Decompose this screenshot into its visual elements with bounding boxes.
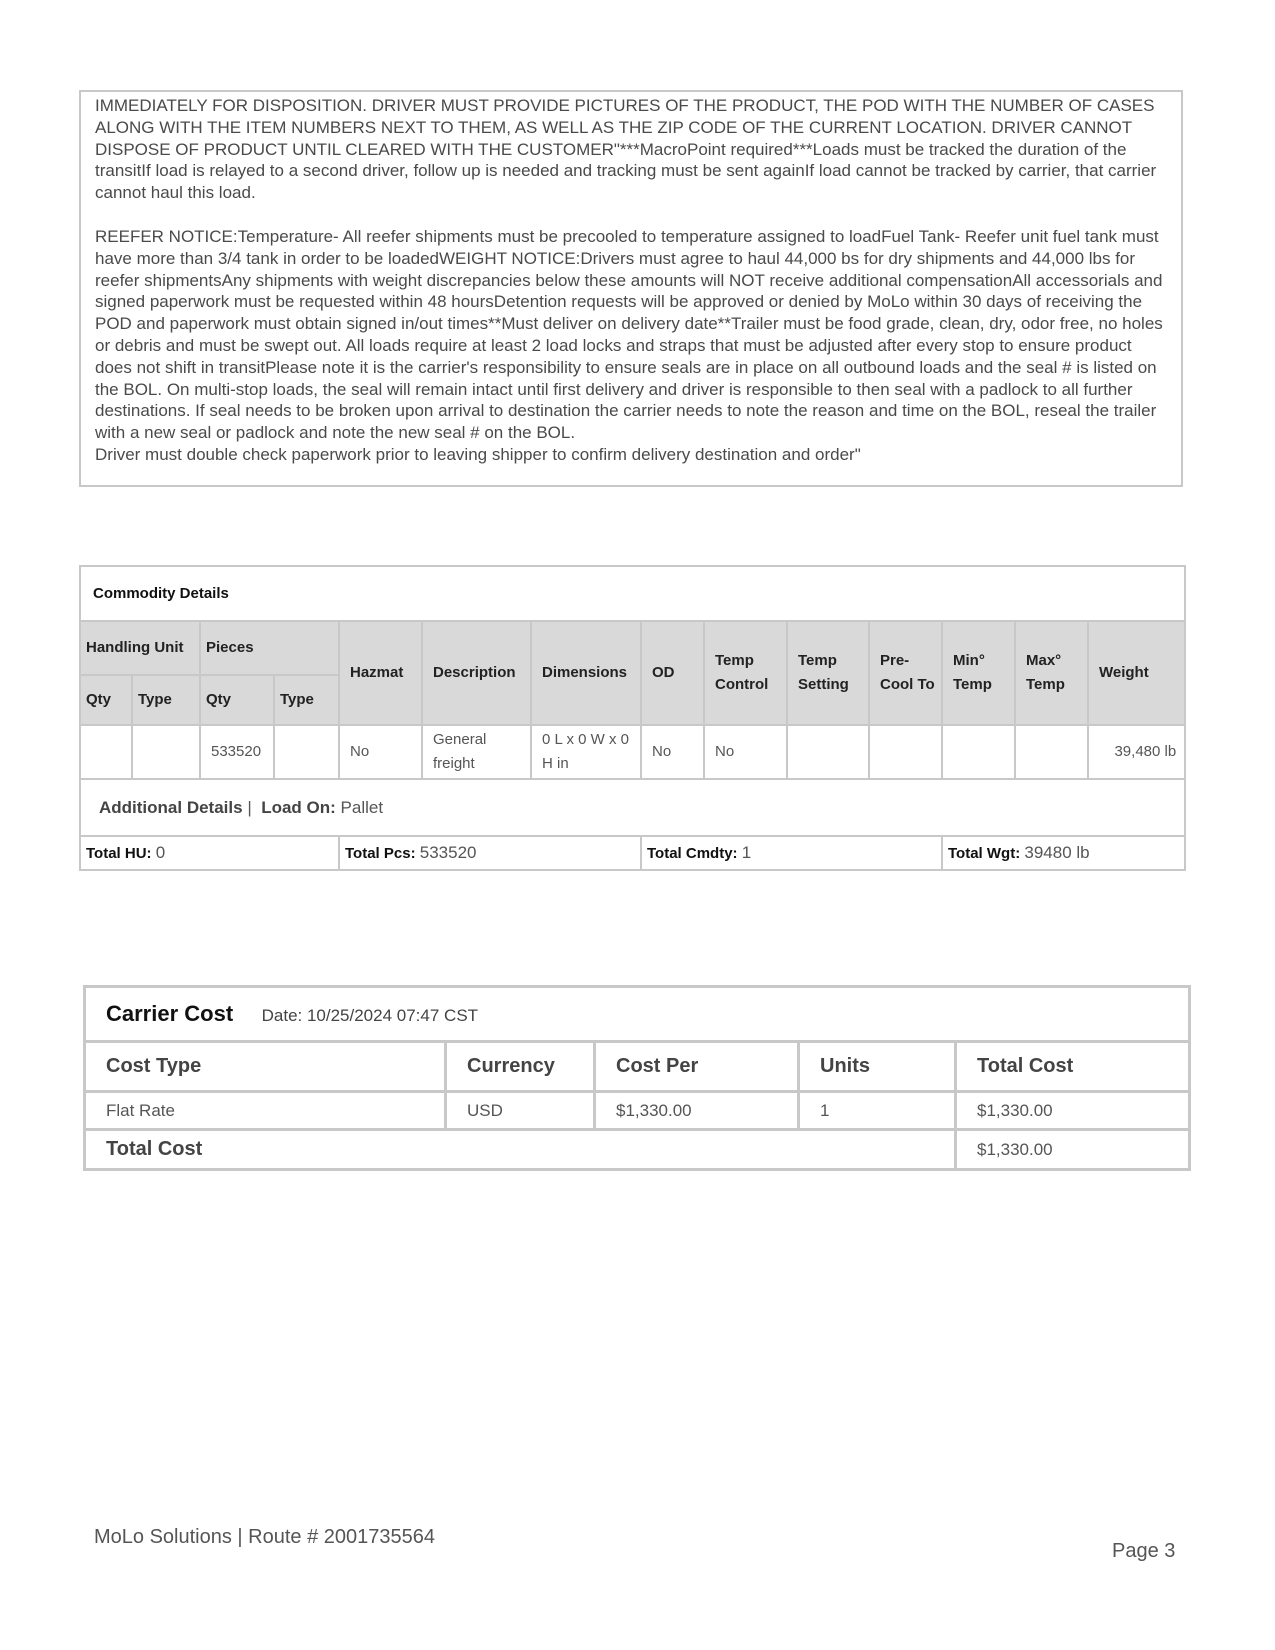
cell-weight: 39,480 lb: [1088, 725, 1185, 779]
total-cost-label: Total Cost: [85, 1130, 956, 1170]
total-pcs-value: 533520: [419, 843, 477, 862]
header-weight: Weight: [1088, 621, 1185, 725]
header-units: Units: [799, 1042, 956, 1092]
table-row: [80, 725, 1185, 779]
header-description: Description: [422, 621, 531, 725]
header-temp-setting: Temp Setting: [787, 621, 869, 725]
header-temp-control: Temp Control: [704, 621, 787, 725]
header-currency: Currency: [446, 1042, 595, 1092]
header-cost-per: Cost Per: [595, 1042, 799, 1092]
header-pre-cool-to: Pre-Cool To: [869, 621, 942, 725]
cell-pre-cool-to: [869, 725, 942, 779]
additional-details-separator: |: [247, 797, 252, 817]
header-hazmat: Hazmat: [339, 621, 422, 725]
header-total-cost: Total Cost: [956, 1042, 1190, 1092]
total-wgt: [942, 836, 1185, 870]
total-hu: [80, 836, 339, 870]
notes-paragraph-1: IMMEDIATELY FOR DISPOSITION. DRIVER MUST PROVIDE PICTURES OF THE PRODUCT, THE POD WITH THE NUMBER OF CASES ALONG WITH THE ITEM NUMBERS NEXT TO THEM, AS WELL AS THE ZIP CODE OF THE CURRENT LOCATION. DRIVER CANNOT DISPOSE OF PRODUCT UNTIL CLEARED WITH THE CUSTOMER"***MacroPoint required***Loads must be tracked the duration of the transitIf load is relayed to a second driver, follow up is needed and tracking must be sent againIf load cannot be tracked by carrier, that carrier cannot haul this load.: [95, 96, 1157, 203]
header-hu-type: Type: [132, 675, 200, 725]
header-pcs-qty: Qty: [200, 675, 274, 725]
additional-details: [80, 779, 1185, 836]
header-dimensions: Dimensions: [531, 621, 641, 725]
carrier-cost-date: Date: 10/25/2024 07:47 CST: [261, 1006, 479, 1025]
cell-min-temp: [942, 725, 1015, 779]
cell-units: 1: [799, 1092, 956, 1130]
page-number: Page 3: [1112, 1540, 1176, 1562]
header-pcs-type: Type: [274, 675, 339, 725]
cell-pcs-type: [274, 725, 339, 779]
total-wgt-label: Total Wgt:: [948, 845, 1021, 862]
header-max-temp: Max° Temp: [1015, 621, 1088, 725]
commodity-details-title: Commodity Details: [80, 566, 1185, 621]
cell-temp-setting: [787, 725, 869, 779]
additional-details-label: Additional Details: [99, 797, 243, 817]
total-cmdty-label: Total Cmdty:: [647, 845, 738, 862]
total-pcs: [339, 836, 641, 870]
instructions-notes: [79, 90, 1183, 487]
load-on-label: Load On:: [261, 797, 336, 817]
header-min-temp: Min° Temp: [942, 621, 1015, 725]
footer-route: MoLo Solutions | Route # 2001735564: [94, 1526, 436, 1548]
cell-hazmat: No: [339, 725, 422, 779]
total-hu-label: Total HU:: [86, 845, 152, 862]
total-cmdty-value: 1: [741, 843, 752, 862]
table-row: [85, 1092, 1190, 1130]
cell-cost-type: Flat Rate: [85, 1092, 446, 1130]
carrier-cost-title: Carrier Cost: [106, 1001, 234, 1026]
header-pieces: Pieces: [200, 621, 339, 675]
total-cost-value: $1,330.00: [956, 1130, 1190, 1170]
total-wgt-value: 39480 lb: [1024, 843, 1090, 862]
cell-temp-control: No: [704, 725, 787, 779]
total-pcs-label: Total Pcs:: [345, 845, 416, 862]
header-handling-unit: Handling Unit: [80, 621, 200, 675]
cell-description: General freight: [422, 725, 531, 779]
load-on-value: Pallet: [340, 797, 384, 817]
total-cmdty: [641, 836, 942, 870]
cell-currency: USD: [446, 1092, 595, 1130]
header-od: OD: [641, 621, 704, 725]
cell-dimensions: 0 L x 0 W x 0 H in: [531, 725, 641, 779]
commodity-details-table: [79, 565, 1186, 871]
header-hu-qty: Qty: [80, 675, 132, 725]
total-hu-value: 0: [155, 843, 166, 862]
cell-od: No: [641, 725, 704, 779]
header-cost-type: Cost Type: [85, 1042, 446, 1092]
carrier-cost-header: [85, 987, 1190, 1042]
cell-pcs-qty: 533520: [200, 725, 274, 779]
notes-paragraph-2: REEFER NOTICE:Temperature- All reefer shipments must be precooled to temperature assigned to loadFuel Tank- Reefer unit fuel tank must have more than 3/4 tank in order to be loadedWEIGHT NOTICE:Drivers must agree to haul 44,000 bs for dry shipments and 44,000 lbs for reefer shipmentsAny shipments with weight discrepancies below these amounts will NOT receive additional compensationAll accessorials and signed paperwork must be requested within 48 hoursDetention requests will be approved or denied by MoLo within 30 days of receiving the POD and paperwork must obtain signed in/out times**Must deliver on delivery date**Trailer must be food grade, clean, dry, odor free, no holes or debris and must be swept out. All loads require at least 2 load locks and straps that must be adjusted after every stop to ensure product does not shift in transitPlease note it is the carrier's responsibility to ensure seals are in place on all outbound loads and the seal # is listed on the BOL. On multi-stop loads, the seal will remain intact until first delivery and driver is responsible to then seal with a padlock to all further destinations. If seal needs to be broken upon arrival to destination the carrier needs to note the reason and time on the BOL, reseal the trailer with a new seal or padlock and note the new seal # on the BOL.: [95, 226, 1163, 443]
cell-hu-type: [132, 725, 200, 779]
cell-hu-qty: [80, 725, 132, 779]
cell-max-temp: [1015, 725, 1088, 779]
carrier-cost-table: [83, 985, 1191, 1171]
cell-cost-per: $1,330.00: [595, 1092, 799, 1130]
cell-total-cost: $1,330.00: [956, 1092, 1190, 1130]
notes-paragraph-3: Driver must double check paperwork prior to leaving shipper to confirm delivery destination and order": [95, 444, 861, 464]
